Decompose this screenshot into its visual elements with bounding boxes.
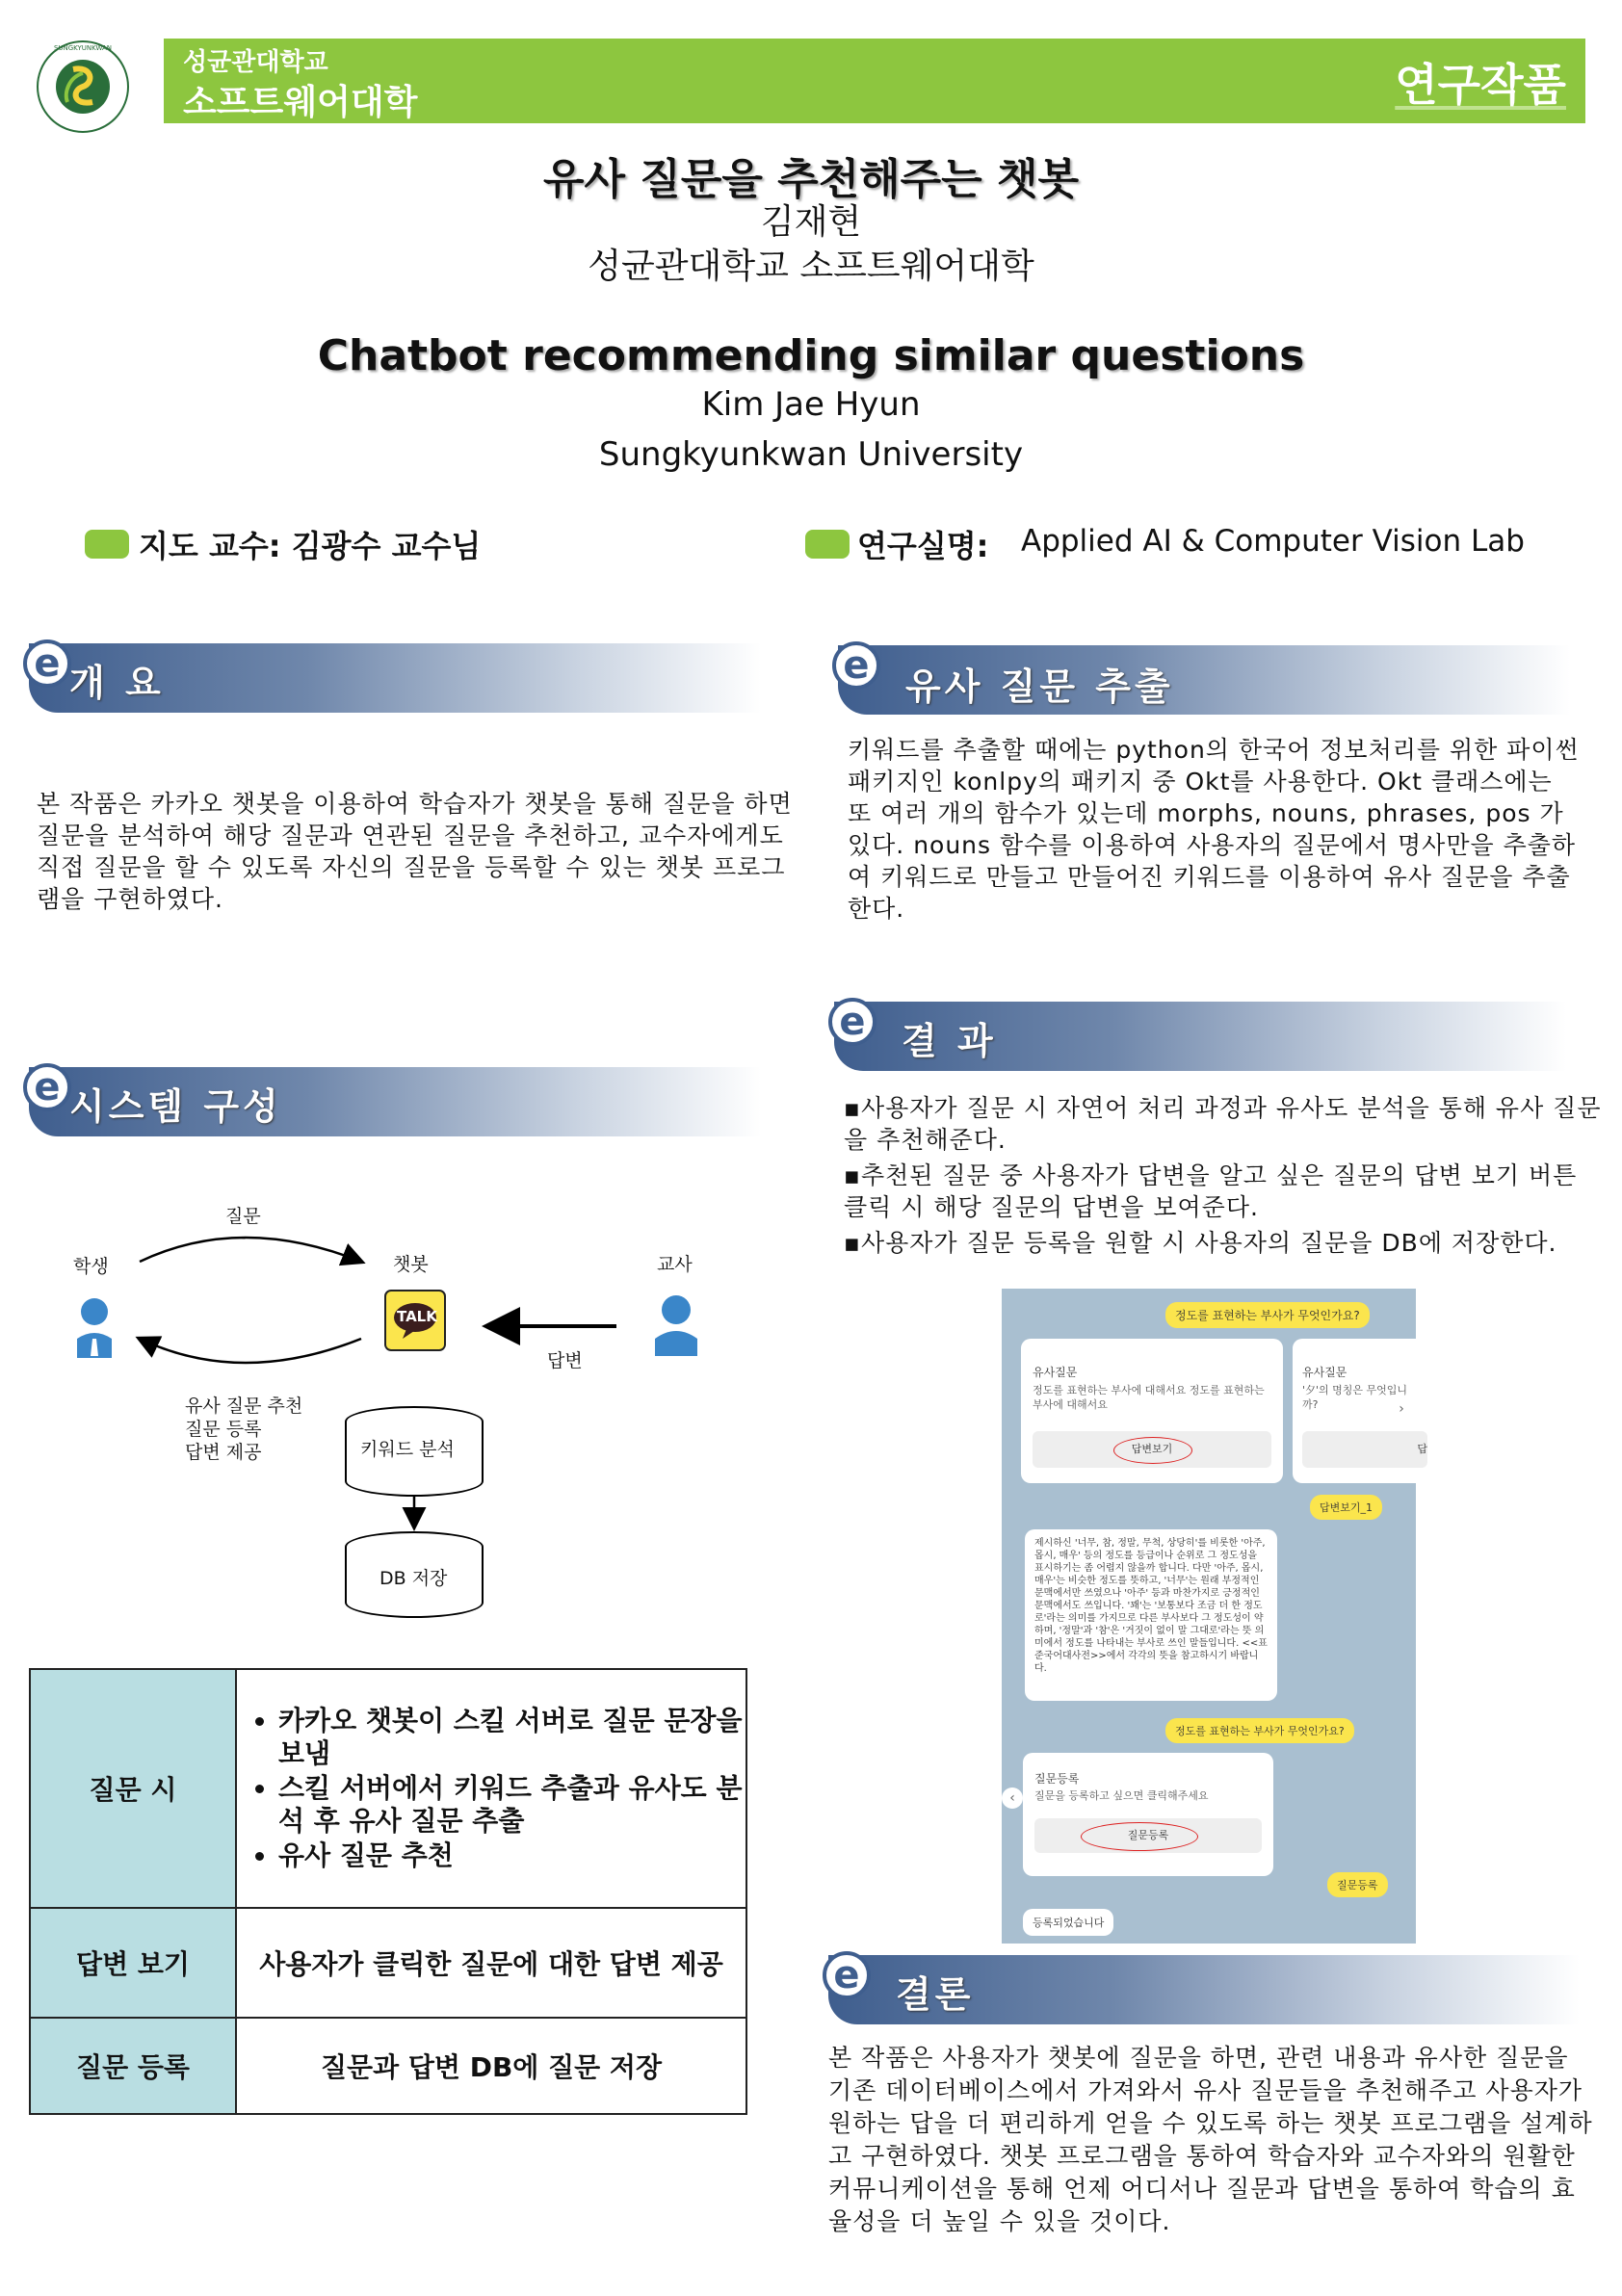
results-list bbox=[844, 1092, 1605, 1259]
teacher-icon bbox=[655, 1295, 697, 1356]
table-value bbox=[236, 1669, 746, 1908]
chatbot-screenshot bbox=[1002, 1289, 1427, 1944]
diagram-question-label: 질문 bbox=[225, 1206, 261, 1227]
diagram-db-label: DB 저장 bbox=[379, 1568, 448, 1589]
chat-user-question: 정도를 표현하는 부사가 무엇인가요? bbox=[1165, 1302, 1370, 1328]
question-arrow bbox=[140, 1238, 361, 1262]
results-item: ▪사용자가 질문 시 자연어 처리 과정과 유사도 분석을 통해 유사 질문을 추천해준다. bbox=[844, 1094, 1602, 1154]
table-key: 질문 등록 bbox=[30, 2018, 236, 2114]
advisor: 지도 교수: 김광수 교수님 bbox=[139, 528, 482, 564]
e-section-icon: e bbox=[23, 1063, 71, 1111]
e-section-icon: e bbox=[823, 1951, 871, 1999]
diagram-student-label: 학생 bbox=[73, 1256, 109, 1277]
university-name: 성균관대학교 bbox=[183, 48, 328, 77]
chat-user-reply: 답변보기_1 bbox=[1310, 1495, 1382, 1520]
section-title-system: 시스템 구성 bbox=[69, 1085, 282, 1128]
talk-label: TALK bbox=[397, 1308, 437, 1325]
diagram-keyword-label: 키워드 분석 bbox=[360, 1439, 455, 1460]
chat-card-register: 질문등록 질문을 등록하고 싶으면 클릭해주세요 질문등록 bbox=[1023, 1753, 1273, 1876]
section-title-results: 결 과 bbox=[902, 1020, 997, 1062]
section-title-extraction: 유사 질문 추출 bbox=[905, 665, 1174, 708]
student-icon bbox=[77, 1298, 112, 1358]
diagram-answer-label: 답변 bbox=[547, 1350, 583, 1371]
carousel-prev-icon[interactable]: ‹ bbox=[1002, 1787, 1023, 1809]
advisor-bullet bbox=[85, 530, 129, 559]
chat-user-question-2: 정도를 표현하는 부사가 무엇인가요? bbox=[1165, 1718, 1354, 1743]
lab-bullet bbox=[805, 530, 850, 559]
table-row bbox=[30, 2018, 746, 2114]
e-section-icon: e bbox=[832, 641, 880, 690]
results-item: ▪추천된 질문 중 사용자가 답변을 알고 싶은 질문의 답변 보기 버튼 클릭 시 해당 질문의 답변을 보여준다. bbox=[844, 1161, 1578, 1221]
title-english: Chatbot recommending similar questions bbox=[317, 331, 1305, 380]
category-label: 연구작품 bbox=[1395, 59, 1566, 111]
chat-answer-bubble: 제시하신 '너무, 참, 정말, 무척, 상당히'를 비롯한 '아주, 몹시, 매우' 등의 정도를 등급이나 순위로 그 정도성을 표시하기는 좀 어렵지 않을까 합니다. 다만 '아주, 몹시, 매우'는 비슷한 정도를 뜻하고, '너무'는 원래 부정적인 문맥에서만 쓰였으나 '아주' 등과 마찬가지로 긍정적인 문맥에서도 쓰입니다. '꽤'는 '보통보다 조금 더 한 정도로'라는 의미를 가지므로 다른 부사보다 그 정도성이 약하며, '정말'과 '참'은 '거짓이 없이 말 그대로'라는 뜻 의미에서 정도를 나타내는 부사로 쓰인 말들입니다. <<표준국어대사전>>에서 각각의 뜻을 참고하시기 바랍니다. bbox=[1025, 1529, 1277, 1701]
diagram-teacher-label: 교사 bbox=[657, 1254, 693, 1275]
diagram-chatbot-label: 챗봇 bbox=[393, 1254, 429, 1275]
table-list-item: • 카카오 챗봇이 스킬 서버로 질문 문장을 보냄 bbox=[278, 1705, 745, 1770]
school-korean: 성균관대학교 소프트웨어대학 bbox=[588, 247, 1034, 286]
carousel-next-icon[interactable]: › bbox=[1391, 1398, 1412, 1420]
lab-label: 연구실명: bbox=[857, 528, 989, 564]
chat-user-reply-2: 질문등록 bbox=[1327, 1872, 1388, 1897]
highlight-oval bbox=[1113, 1437, 1192, 1464]
e-section-icon: e bbox=[23, 639, 71, 688]
table-key: 질문 시 bbox=[30, 1669, 236, 1908]
register-question-button[interactable]: 질문등록 bbox=[1034, 1818, 1262, 1853]
extraction-text: 키워드를 추출할 때에는 python의 한국어 정보처리를 위한 파이썬 패키지인 konlpy의 패키지 중 Okt를 사용한다. Okt 클래스에는 또 여러 개의 함수가 있는데 morphs, nouns, phrases, pos 가 있다. nouns 함수를 이용하여 사용자의 질문에서 명사만을 추출하여 키워드로 만들고 만들어진 키워드를 이용하여 유사 질문을 추출한다. bbox=[848, 736, 1580, 923]
author-korean: 김재현 bbox=[760, 202, 862, 242]
table-list-item: • 스킬 서버에서 키워드 추출과 유사도 분석 후 유사 질문 추출 bbox=[278, 1772, 745, 1838]
diagram-return-labels: 유사 질문 추천 질문 등록 답변 제공 bbox=[185, 1396, 303, 1463]
e-section-icon: e bbox=[828, 998, 876, 1046]
summary-table bbox=[29, 1668, 747, 2115]
chat-confirmation: 등록되었습니다 bbox=[1023, 1909, 1113, 1936]
school-english: Sungkyunkwan University bbox=[598, 435, 1024, 474]
section-title-conclusion: 결론 bbox=[896, 1973, 975, 2016]
table-list-item: • 유사 질문 추천 bbox=[278, 1839, 745, 1872]
table-row bbox=[30, 1669, 746, 1908]
university-logo bbox=[35, 39, 131, 135]
svg-text:SUNGKYUNKWAN: SUNGKYUNKWAN bbox=[53, 44, 113, 52]
author-english: Kim Jae Hyun bbox=[701, 385, 921, 424]
view-answer-button[interactable]: 답 bbox=[1302, 1431, 1427, 1468]
view-answer-button[interactable]: 답변보기 bbox=[1033, 1431, 1271, 1468]
lab-name: Applied AI & Computer Vision Lab bbox=[1021, 524, 1525, 559]
conclusion-text: 본 작품은 사용자가 챗봇에 질문을 하면, 관련 내용과 유사한 질문을 기존 데이터베이스에서 가져와서 유사 질문들을 추천해주고 사용자가 원하는 답을 더 편리하게 얻을 수 있도록 하는 챗봇 프로그램을 설계하고 구현하였다. 챗봇 프로그램을 통하여 학습자와 교수자와의 원활한 커뮤니케이션을 통해 언제 어디서나 질문과 답변을 통하여 학습의 효율성을 더 높일 수 있을 것이다. bbox=[828, 2044, 1593, 2235]
college-name: 소프트웨어대학 bbox=[183, 83, 418, 122]
chat-card-similar-1: 유사질문 정도를 표현하는 부사에 대해서요 정도를 표현하는 부사에 대해서요 답변보기 bbox=[1021, 1339, 1283, 1483]
table-row bbox=[30, 1908, 746, 2018]
section-title-overview: 개 요 bbox=[69, 662, 165, 704]
chat-card-similar-2: 유사질문 '夕'의 명칭은 무엇입니까? 답 bbox=[1293, 1339, 1427, 1483]
table-key: 답변 보기 bbox=[30, 1908, 236, 2018]
highlight-oval bbox=[1081, 1822, 1198, 1851]
title-korean: 유사 질문을 추천해주는 챗봇 bbox=[542, 155, 1079, 204]
table-value: 질문과 답변 DB에 질문 저장 bbox=[236, 2018, 746, 2114]
reply-arrow bbox=[140, 1339, 361, 1363]
table-value: 사용자가 클릭한 질문에 대한 답변 제공 bbox=[236, 1908, 746, 2018]
results-item: ▪사용자가 질문 등록을 원할 시 사용자의 질문을 DB에 저장한다. bbox=[844, 1229, 1557, 1257]
overview-text: 본 작품은 카카오 챗봇을 이용하여 학습자가 챗봇을 통해 질문을 하면 질문을 분석하여 해당 질문과 연관된 질문을 추천하고, 교수자에게도 직접 질문을 할 수 있도록 자신의 질문을 등록할 수 있는 챗봇 프로그램을 구현하였다. bbox=[37, 790, 793, 913]
